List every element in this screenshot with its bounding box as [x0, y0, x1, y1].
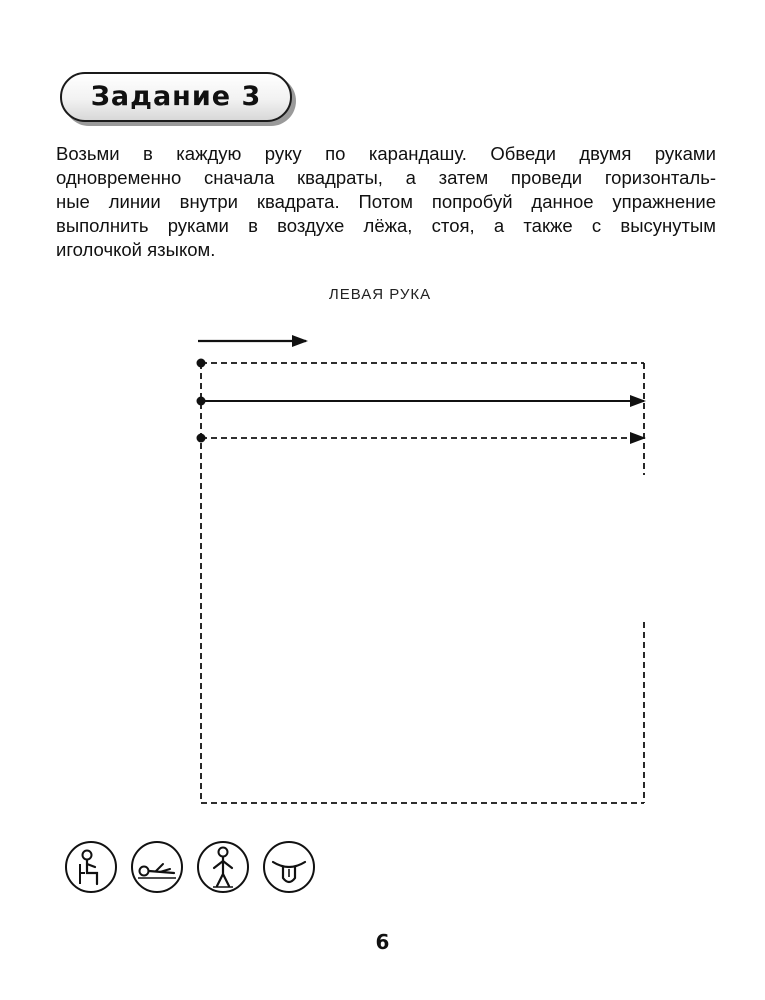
- standing-person-icon: [196, 840, 250, 894]
- instructions-line-1: Возьми в каждую руку по карандашу. Обведи двумя руками: [56, 143, 716, 164]
- start-dot-square: [197, 359, 206, 368]
- instructions-line-4: выполнить руками в воздухе лёжа, стоя, а также с высунутым: [56, 215, 716, 236]
- pictogram-row: [64, 840, 324, 904]
- task-title: Задание 3: [90, 81, 262, 112]
- hand-label: ЛЕВАЯ РУКА: [328, 286, 432, 303]
- dashed-square-outline: [201, 363, 644, 803]
- instructions-line-5: иголочкой языком.: [56, 239, 216, 260]
- lying-person-icon: [130, 840, 184, 894]
- sitting-person-icon: [64, 840, 118, 894]
- page-number: 6: [375, 930, 390, 954]
- instructions-line-3: ные линии внутри квадрата. Потом попробуй данное упражнение: [56, 191, 716, 212]
- tongue-out-face-icon: [262, 840, 316, 894]
- instructions-line-2: одновременно сначала квадраты, а затем проведи горизонталь-: [56, 167, 716, 188]
